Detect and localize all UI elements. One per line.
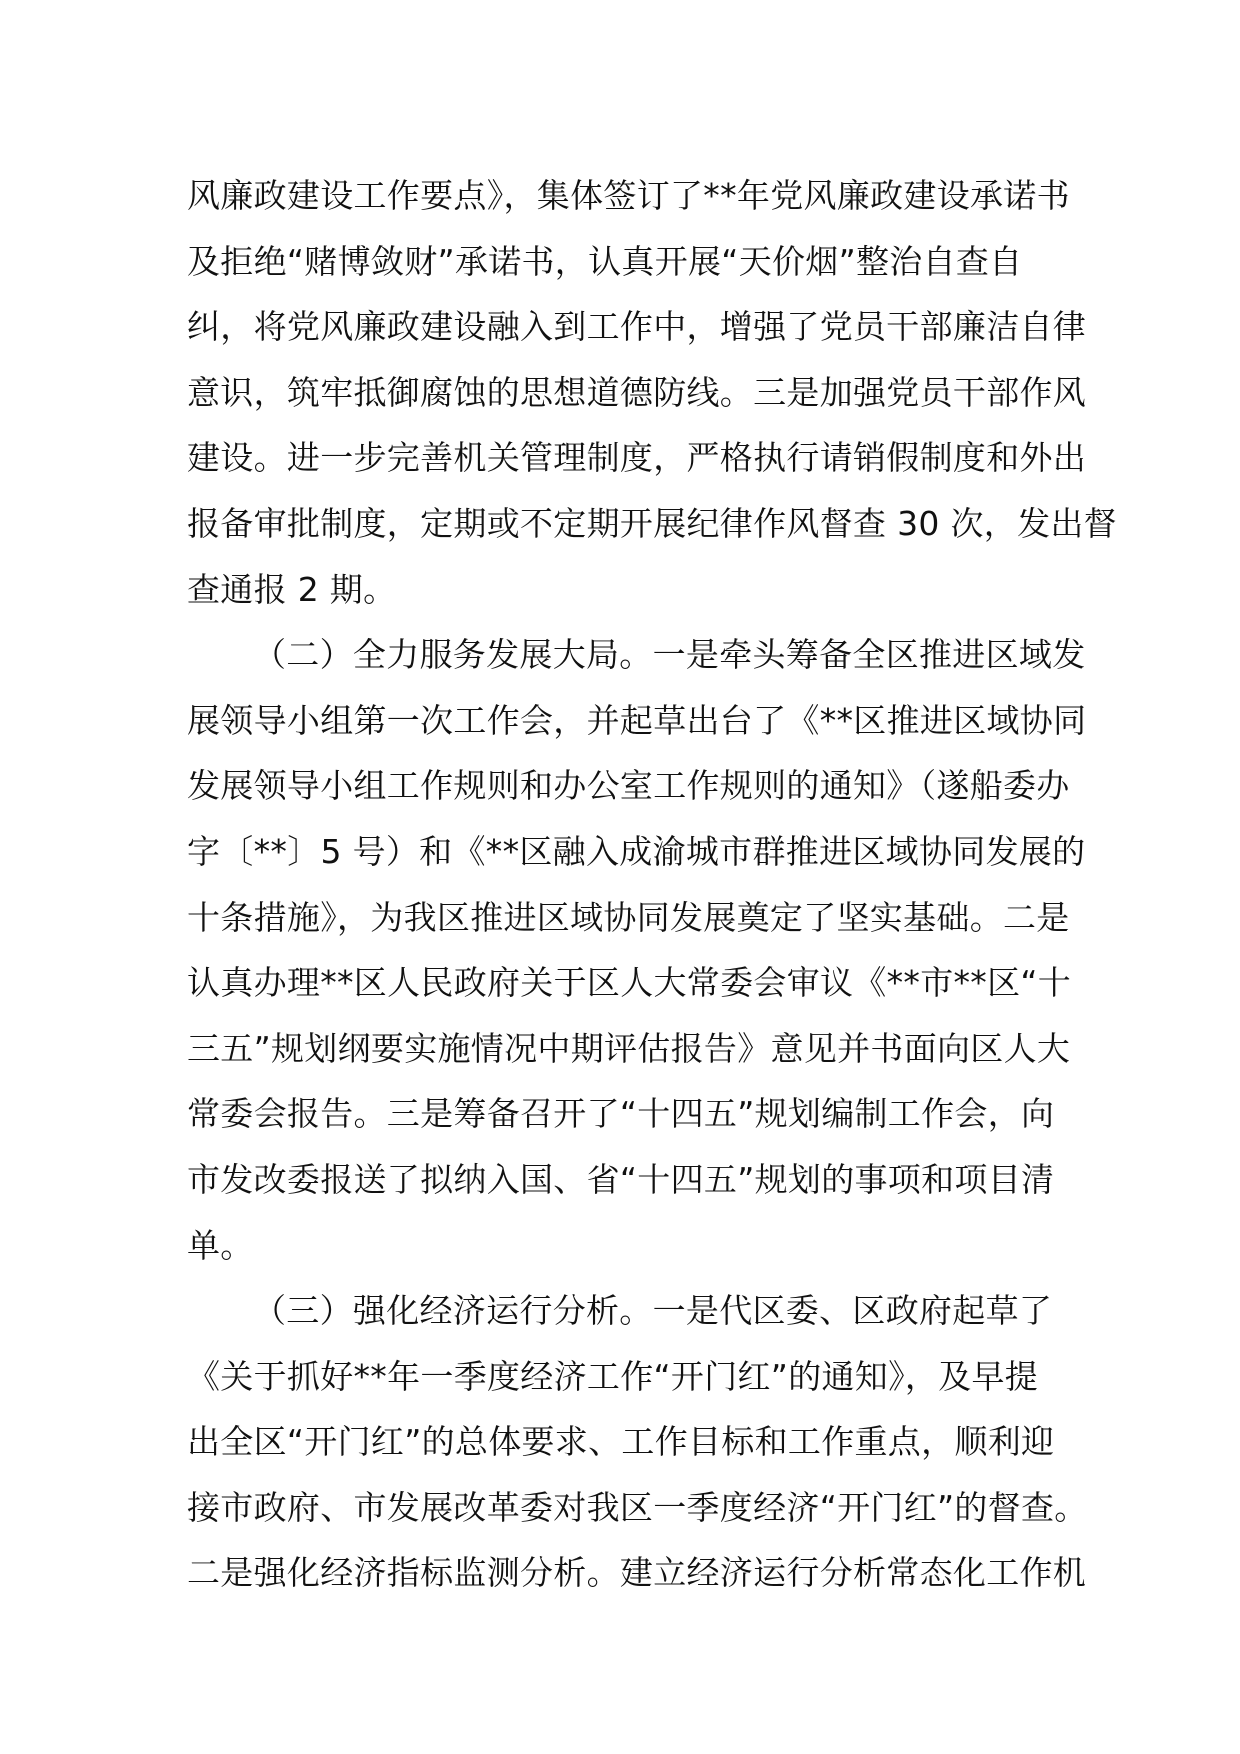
text-line: 常委会报告。三是筹备召开了“十四五”规划编制工作会，向 bbox=[187, 1094, 1055, 1134]
text-line: 三五”规划纲要实施情况中期评估报告》意见并书面向区人大 bbox=[187, 1028, 1071, 1068]
text-line: 报备审批制度，定期或不定期开展纪律作风督查 30 次，发出督 bbox=[187, 503, 1117, 543]
text-line: 接市政府、市发展改革委对我区一季度经济“开门红”的督查。 bbox=[187, 1487, 1088, 1527]
text-line: 市发改委报送了拟纳入国、省“十四五”规划的事项和项目清 bbox=[187, 1159, 1055, 1199]
text-line: 十条措施》，为我区推进区域协同发展奠定了坚实基础。二是 bbox=[187, 897, 1070, 937]
text-line: 展领导小组第一次工作会，并起草出台了《**区推进区域协同 bbox=[187, 700, 1087, 740]
text-line: 二是强化经济指标监测分析。建立经济运行分析常态化工作机 bbox=[187, 1553, 1087, 1593]
section-heading-line: （二）全力服务发展大局。一是牵头筹备全区推进区域发 bbox=[253, 635, 1086, 675]
document-body bbox=[187, 163, 1117, 1606]
text-line: 字〔**〕5 号）和《**区融入成渝城市群推进区域协同发展的 bbox=[187, 831, 1086, 871]
section-heading-line: （三）强化经济运行分析。一是代区委、区政府起草了 bbox=[253, 1291, 1053, 1331]
text-line: 意识，筑牢抵御腐蚀的思想道德防线。三是加强党员干部作风 bbox=[187, 372, 1087, 412]
text-line: 发展领导小组工作规则和办公室工作规则的通知》（遂船委办 bbox=[187, 766, 1070, 806]
text-line: 建设。进一步完善机关管理制度，严格执行请销假制度和外出 bbox=[187, 438, 1087, 478]
text-line: 查通报 2 期。 bbox=[187, 569, 397, 609]
text-line: 认真办理**区人民政府关于区人大常委会审议《**市**区“十 bbox=[187, 963, 1072, 1003]
text-line: 风廉政建设工作要点》，集体签订了**年党风廉政建设承诺书 bbox=[187, 176, 1070, 215]
text-line: 单。 bbox=[187, 1225, 254, 1265]
text-line: 《关于抓好**年一季度经济工作“开门红”的通知》，及早提 bbox=[187, 1356, 1039, 1396]
text-line: 及拒绝“赌博敛财”承诺书，认真开展“天价烟”整治自查自 bbox=[187, 241, 1023, 281]
text-line: 出全区“开门红”的总体要求、工作目标和工作重点，顺利迎 bbox=[187, 1422, 1055, 1462]
text-line: 纠，将党风廉政建设融入到工作中，增强了党员干部廉洁自律 bbox=[187, 307, 1087, 347]
